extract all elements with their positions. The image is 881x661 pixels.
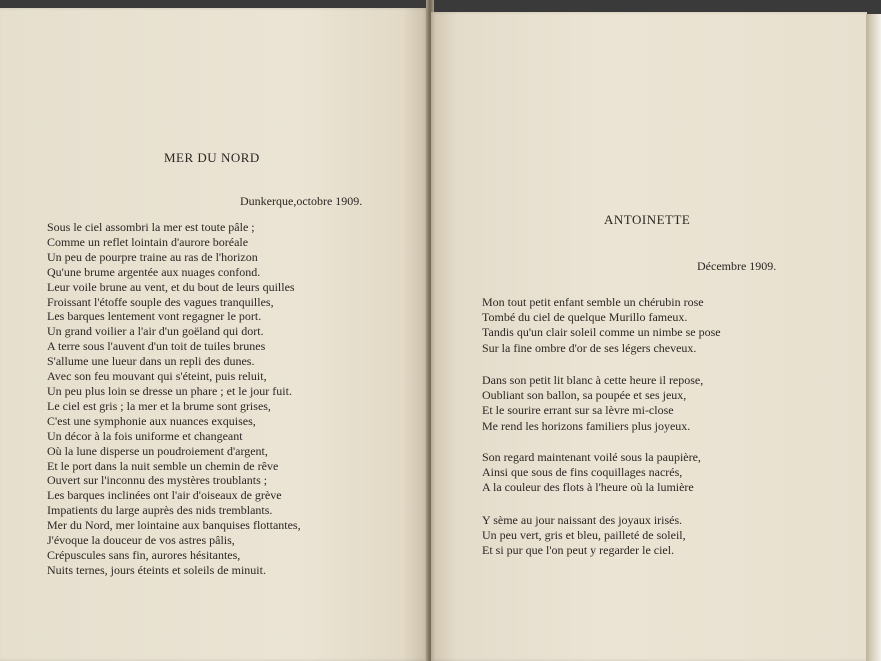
poem-line: A terre sous l'auvent d'un toit de tuiles brunes: [47, 339, 266, 354]
poem-line: Et le port dans la nuit semble un chemin de rêve: [47, 458, 279, 473]
poem-line: Froissant l'étoffe souple des vagues tranquilles,: [47, 294, 274, 309]
poem-line: Qu'une brume argentée aux nuages confond.: [47, 264, 261, 279]
poem-title-antoinette: ANTOINETTE: [604, 212, 691, 227]
poem-line: Et si pur que l'on peut y regarder le ciel.: [482, 543, 675, 558]
poem-line: Un peu vert, gris et bleu, pailleté de soleil,: [482, 528, 686, 543]
poem-line: Dans son petit lit blanc à cette heure il repose,: [482, 373, 704, 387]
poem-title-mer-du-nord: MER DU NORD: [164, 150, 260, 165]
poem-stanza-4: [482, 513, 686, 559]
poem-line: Ainsi que sous de fins coquillages nacrés,: [482, 465, 683, 480]
poem-line: Y sème au jour naissant des joyaux irisés.: [482, 513, 683, 527]
poem-line: Crépuscules sans fin, aurores hésitantes,: [47, 547, 241, 562]
poem-line: Un peu de pourpre traine au ras de l'horizon: [47, 249, 258, 264]
poem-line: Un peu plus loin se dresse un phare ; et le jour fuit.: [47, 383, 292, 398]
poem-line: Les barques inclinées ont l'air d'oiseaux de grève: [47, 488, 282, 503]
poem-line: Nuits ternes, jours éteints et soleils de minuit.: [47, 562, 266, 577]
poem-dateline-left: Dunkerque,octobre 1909.: [240, 194, 363, 208]
poem-line: Impatients du large auprès des nids tremblants.: [47, 503, 273, 518]
poem-line: Oubliant son ballon, sa poupée et ses jeux,: [482, 388, 687, 403]
poem-line: Le ciel est gris ; la mer et la brume sont grises,: [47, 398, 271, 413]
poem-line: A la couleur des flots à l'heure où la lumière: [482, 480, 694, 495]
poem-line: C'est une symphonie aux nuances exquises,: [47, 413, 256, 428]
poem-line: Son regard maintenant voilé sous la paupière,: [482, 450, 701, 464]
poem-line: J'évoque la douceur de vos astres pâlis,: [47, 533, 235, 548]
poem-line: Comme un reflet lointain d'aurore boréale: [47, 234, 249, 249]
poem-line: Et le sourire errant sur sa lèvre mi-close: [482, 403, 674, 418]
poem-line: Tombé du ciel de quelque Murillo fameux.: [482, 310, 688, 325]
poem-line: Me rend les horizons familiers plus joyeux.: [482, 418, 691, 433]
poem-line: S'allume une lueur dans un repli des dunes.: [47, 354, 255, 369]
poem-dateline-right: Décembre 1909.: [697, 259, 777, 273]
poem-line: Mon tout petit enfant semble un chérubin rose: [482, 295, 704, 309]
poem-line: Sur la fine ombre d'or de ses légers cheveux.: [482, 340, 697, 355]
poem-line: Sous le ciel assombri la mer est toute pâle ;: [47, 220, 255, 234]
poem-stanza-3: [482, 450, 701, 496]
poem-line: Les barques lentement vont regagner le port.: [47, 309, 262, 324]
poem-line: Mer du Nord, mer lointaine aux banquises flottantes,: [47, 518, 301, 533]
poem-line: Un décor à la fois uniforme et changeant: [47, 428, 243, 443]
poem-stanza-1: [482, 295, 721, 356]
poem-mer-du-nord: [47, 220, 301, 578]
right-page: [431, 12, 867, 661]
poem-stanza-2: [482, 373, 703, 434]
poem-line: Avec son feu mouvant qui s'éteint, puis reluit,: [47, 369, 267, 384]
poem-line: Tandis qu'un clair soleil comme un nimbe se pose: [482, 325, 721, 340]
poem-line: Où la lune disperse un poudroiement d'argent,: [47, 443, 268, 458]
page-edge: [866, 14, 881, 661]
poem-line: Un grand voilier a l'air d'un goëland qui dort.: [47, 324, 264, 339]
poem-line: Ouvert sur l'inconnu des mystères troublants ;: [47, 473, 268, 488]
poem-line: Leur voile brune au vent, et du bout de leurs quilles: [47, 279, 295, 294]
left-page: [0, 8, 428, 661]
